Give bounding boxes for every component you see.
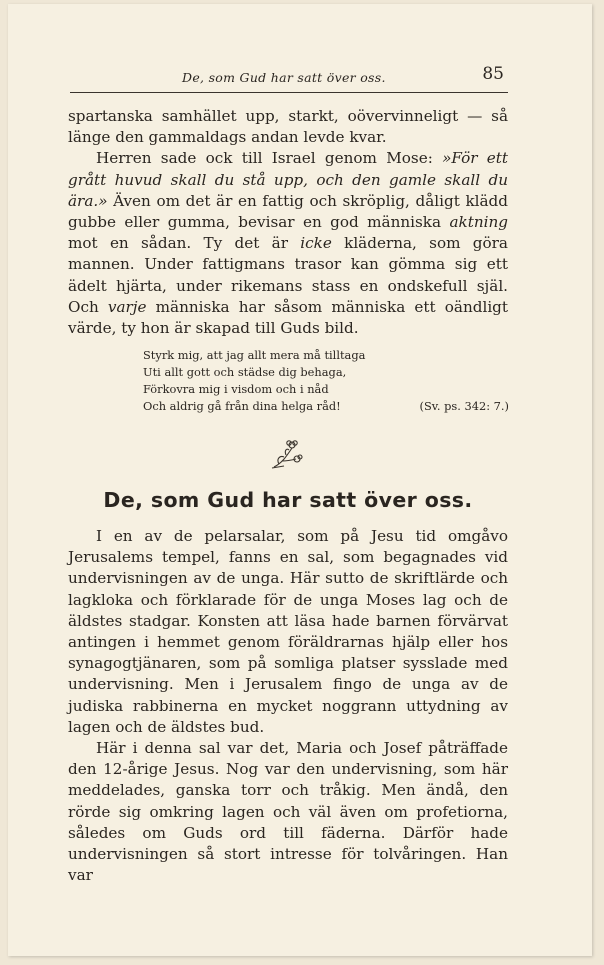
section-heading: De, som Gud har satt över oss.: [103, 488, 473, 512]
paragraph: spartanska samhället upp, starkt, oövervinneligt — så länge den gammaldags andan levde kvar.: [68, 107, 508, 147]
verse-line: Styrk mig, att jag allt mera må tilltaga: [143, 348, 366, 362]
section-text: [68, 526, 508, 886]
hymn-reference: (Sv. ps. 342: 7.): [419, 399, 509, 413]
paragraph: Här i denna sal var det, Maria och Josef påträffade den 12-årige Jesus. Nog var den undervisning, som här meddelades, ganska torr och tråkig. Men ändå, den rörde sig omkring lagen och väl även om profetiorna, således om Guds ord till fäderna. Därför hade undervisningen så stort intresse för tolvåringen. Han var: [68, 739, 508, 885]
italic-word: icke: [300, 234, 332, 253]
verse-line: Förkovra mig i visdom och i nåd: [143, 382, 329, 396]
flower-ornament-icon: [270, 437, 310, 471]
italic-word: aktning: [449, 213, 508, 232]
italic-word: varje: [107, 297, 147, 316]
text-run: människa har såsom människa ett oändligt värde, ty hon är skapad till Guds bild.: [68, 297, 508, 338]
paragraph: I en av de pelarsalar, som på Jesu tid omgåvo Jerusalems tempel, fanns en sal, som begagnades vid undervisningen av de unga. Här sutto de skriftlärde och lagkloka och förklarade för de unga Moses lag och de äldstes stadgar. Konsten att läsa hade barnen förvärvat antingen i hemmet genom föräldrarnas hjälp eller hos synagogtjänaren, som på somliga platser sysslade med undervisning. Men i Jerusalem fingo de unga av de judiska rabbinerna en mycket noggrann uttydning av lagen och de äldstes bud.: [68, 527, 508, 736]
paragraph: [68, 148, 508, 339]
text-run: Herren sade ock till Israel genom Mose:: [96, 149, 443, 168]
book-page: [8, 4, 592, 956]
text-run: mot en sådan. Ty det är: [68, 234, 301, 253]
text-run: Även om det är en fattig och skröplig, dåligt klädd gubbe eller gumma, bevisar en god människa: [68, 191, 508, 232]
verse-line: Uti allt gott och städse dig behaga,: [143, 365, 347, 379]
hymn-verse: [143, 347, 513, 415]
text-run: kläderna, som göra mannen. Under fattigmans trasor kan gömma sig ett ädelt hjärta, under rikemans stass en ondskefull själ. Och: [68, 234, 508, 316]
page-header: [70, 66, 508, 93]
opening-text: [68, 106, 508, 339]
running-title: De, som Gud har satt över oss.: [182, 70, 386, 85]
page-number: 85: [482, 64, 504, 84]
verse-line: Och aldrig gå från dina helga råd!: [143, 399, 341, 413]
italic-quote: »För ett grått huvud skall du stå upp, och den gamle skall du ära.»: [68, 149, 508, 210]
